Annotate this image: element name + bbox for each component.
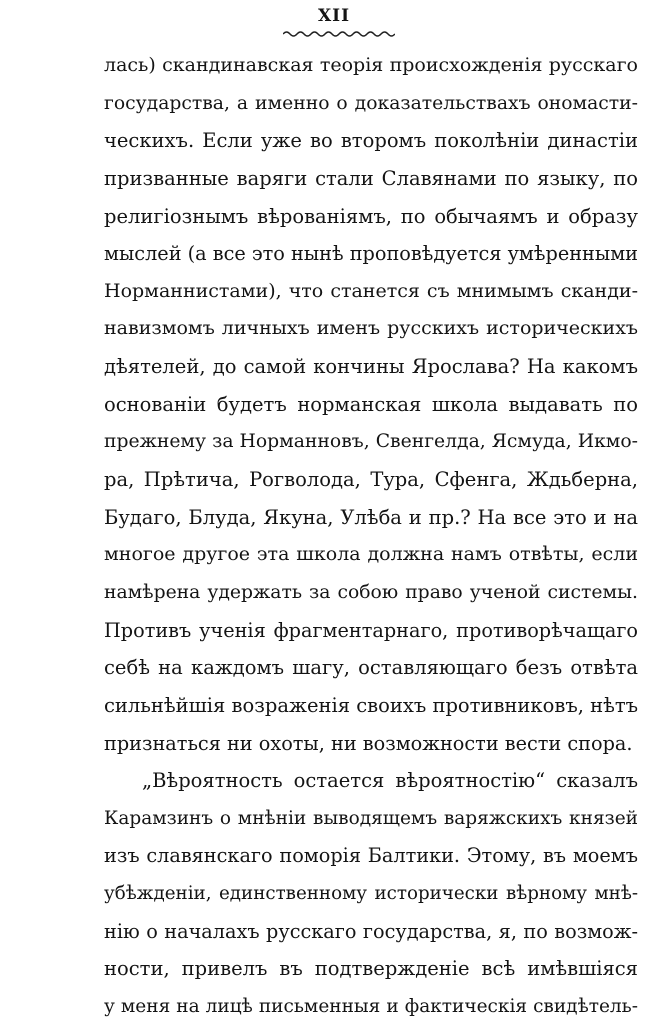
- text-line: намѣрена удержать за собою право ученой системы.: [104, 581, 638, 603]
- text-line: государства, а именно о доказательствахъ ономасти-: [104, 92, 638, 114]
- text-line: Противъ ученія фрагментарнаго, противорѣчащаго: [104, 618, 638, 642]
- wavy-ornament: [283, 29, 395, 39]
- text-line: нію о началахъ русскаго государства, я, по возмож-: [104, 919, 638, 943]
- text-line: „Вѣроятность остается вѣроятностію“ сказалъ: [142, 769, 638, 793]
- body-text: [104, 47, 638, 1026]
- text-line: основаніи будетъ норманская школа выдавать по: [104, 392, 638, 416]
- text-line: навизмомъ личныхъ именъ русскихъ историческихъ: [104, 317, 638, 340]
- text-line: сильнѣйшія возраженія своихъ противниковъ, нѣтъ: [104, 693, 639, 717]
- text-line: ческихъ. Если уже во второмъ поколѣніи династіи: [104, 129, 638, 153]
- text-line: Карамзинъ о мнѣніи выводящемъ варяжскихъ князей: [104, 807, 638, 829]
- text-line: у меня на лицѣ письменныя и фактическія свидѣтель-: [104, 996, 638, 1018]
- text-line: убѣжденіи, единственному исторически вѣрному мнѣ-: [104, 883, 638, 905]
- text-line: дѣятелей, до самой кончины Ярослава? На какомъ: [104, 355, 638, 379]
- text-line: религіознымъ вѣрованіямъ, по обычаямъ и образу: [104, 204, 638, 228]
- text-line: призванные варяги стали Славянами по языку, по: [104, 166, 638, 190]
- text-line: признаться ни охоты, ни возможности вести спора.: [104, 731, 633, 755]
- page-number: XII: [317, 6, 351, 26]
- text-line: ности, привелъ въ подтвержденіе всѣ имѣвшіяся: [104, 957, 638, 981]
- text-line: изъ славянскаго поморія Балтики. Этому, въ моемъ: [104, 844, 638, 868]
- text-line: мыслей (а все это нынѣ проповѣдуется умѣренными: [104, 242, 639, 266]
- text-line: ра, Прѣтича, Рогволода, Тура, Сфенга, Ждьберна,: [104, 468, 638, 492]
- text-line: Будаго, Блуда, Якуна, Улѣба и пр.? На все это и на: [104, 505, 638, 529]
- text-line: Норманнистами), что станется съ мнимымъ сканди-: [104, 279, 638, 302]
- text-line: лась) скандинавская теорія происхожденія русскаго: [104, 54, 638, 76]
- text-line: себѣ на каждомъ шагу, оставляющаго безъ отвѣта: [104, 656, 638, 680]
- text-line: прежнему за Норманновъ, Свенгелда, Ясмуда, Икмо-: [104, 431, 638, 453]
- text-line: многое другое эта школа должна намъ отвѣты, если: [104, 543, 638, 566]
